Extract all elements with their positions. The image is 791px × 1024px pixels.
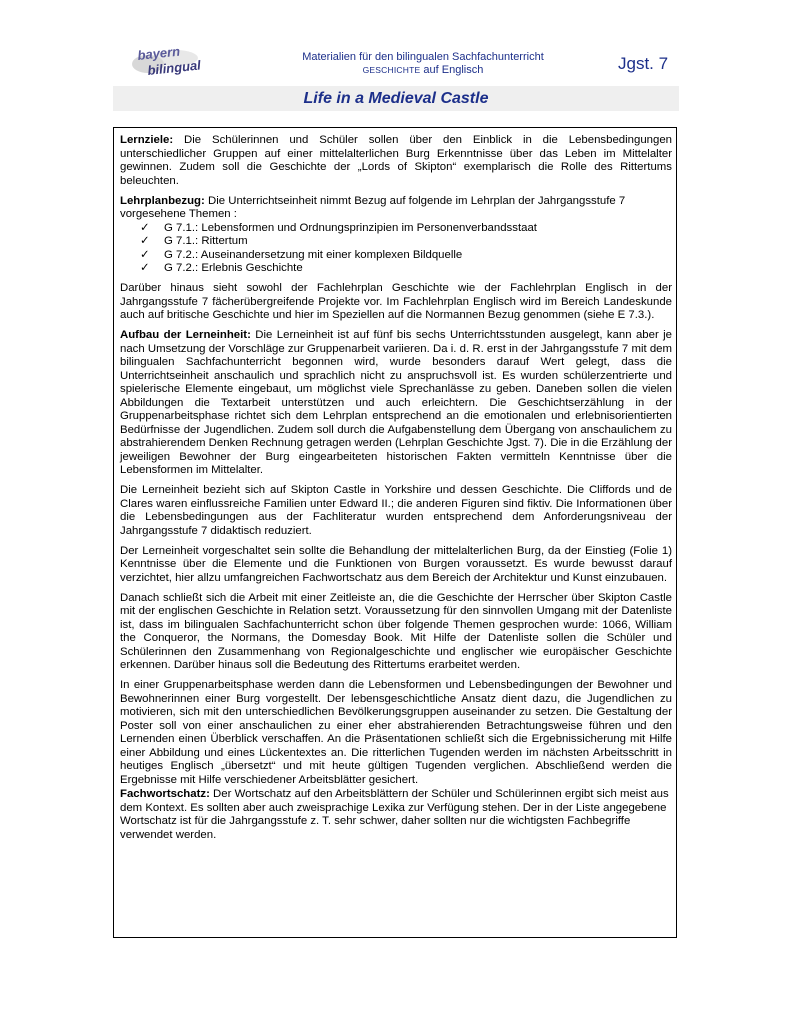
list-item: [140, 249, 672, 263]
header-subtitle-line1: Materialien für den bilingualen Sachfachunterricht: [302, 51, 544, 63]
svg-text:bayern: bayern: [136, 44, 181, 63]
logo-graphic: [128, 44, 228, 82]
list-item-text: G 7.1.: Rittertum: [164, 235, 248, 247]
label-aufbau: Aufbau der Lerneinheit:: [120, 329, 251, 341]
paragraph-gruppenarbeit: In einer Gruppenarbeitsphase werden dann die Lebensformen und Lebensbedingungen der Bewohner und Bewohnerinnen einer Burg vorgestellt. Der lebensgeschichtliche Ansatz dient dazu, die Jugendlichen zu motivieren, sich mit den unterschiedlichen Bevölkerungsgruppen auseinander zu setzen. Die Gestaltung der Poster soll von einer anschaulichen zu einer eher abstrahierenden Betrachtungsweise führen und den Lernenden einen Überblick verschaffen. An die Präsentationen schließt sich die Ergebnissicherung mit Hilfe einer Abbildung und eines Lückentextes an. Die ritterlichen Tugenden werden im nächsten Arbeitsschritt in heutiges Englisch „übersetzt“ und mit heute gültigen Tugenden verglichen. Abschließend werden die Ergebnisse mit Hilfe verschiedener Arbeitsblätter gesichert.: [120, 679, 672, 786]
paragraph-aufbau: [120, 329, 672, 478]
lehrplan-list: [120, 222, 672, 276]
paragraph-lernziele: [120, 134, 672, 188]
text-aufbau: Die Lerneinheit ist auf fünf bis sechs Unterrichtsstunden ausgelegt, kann aber je nach Umsetzung der Vorschläge zur Gruppenarbeit variieren. Da i. d. R. erst in der Jahrgangsstufe 7 mit dem bilingualen Sachfachunterricht begonnen wird, wurde besonders darauf Wert gelegt, dass die Unterrichtseinheit anschaulich und sprachlich nicht zu anspruchsvoll ist. Es wurden schülerzentrierte und spielerische Elemente eingebaut, um möglichst viele Sprechanlässe zu geben. Daneben sollen die vielen Abbildungen die Textarbeit unterstützen und auch erleichtern. Die Geschichtserzählung in der Gruppenarbeitsphase richtet sich dem Lehrplan entsprechend an die emotionalen und erlebnisorientierten Bedürfnisse der Jugendlichen. Zudem soll durch die Aufgabenstellung dem Übergang von anschaulichem zu abstrahierendem Denken Rechnung getragen werden (Lehrplan Geschichte Jgst. 7). Die in die Erzählung der jeweiligen Bewohner der Burg eingearbeiteten historischen Fakten vermitteln Kenntnisse über die Lebensformen im Mittelalter.: [120, 329, 673, 476]
paragraph-vorgeschaltet: Der Lerneinheit vorgeschaltet sein sollte die Behandlung der mittelalterlichen Burg, da der Einstieg (Folie 1) Kenntnisse über die Elemente und die Funktionen von Burgen voraussetzt. Es wurde bewusst darauf verzichtet, hier allzu umfangreichen Fachwortschatz aus dem Bereich der Architektur und Kunst einzubauen.: [120, 544, 672, 584]
header-subtitle-line2: [298, 64, 548, 77]
paragraph-fachwortschatz: [120, 788, 672, 842]
paragraph-danach: Danach schließt sich die Arbeit mit einer Zeitleiste an, die die Geschichte der Herrscher über Skipton Castle mit der englischen Geschichte in Relation setzt. Voraussetzung für den sinnvollen Umgang mit der Datenliste ist, dass im bilingualen Sachfachunterricht schon über folgende Themen gesprochen wurde: 1066, William the Conqueror, the Normans, the Domesday Book. Mit Hilfe der Datenliste sollen die Schüler und Schülerinnen den Zusammenhang von Regionalgeschichte und englischer wie europäischer Geschichte erkennen. Darüber hinaus soll die Bedeutung des Rittertums erarbeitet werden.: [120, 591, 672, 671]
text-lernziele: Die Schülerinnen und Schüler sollen über den Einblick in die Lebensbedingungen unterschiedlicher Gruppen auf einer mittelalterlichen Burg Erkenntnisse über das Leben im Mittelalter gewinnen. Zudem soll die Geschichte der „Lords of Skipton“ exemplarisch die Rolle des Rittertums beleuchten.: [120, 134, 672, 187]
checkmark-icon: ✓: [140, 235, 150, 247]
label-lernziele: Lernziele:: [120, 134, 174, 146]
bayern-bilingual-logo: [128, 44, 228, 82]
content-body: [120, 134, 672, 849]
list-item: [140, 235, 672, 249]
label-lehrplanbezug: Lehrplanbezug:: [120, 194, 205, 207]
paragraph-darueber: Darüber hinaus sieht sowohl der Fachlehrplan Geschichte wie der Fachlehrplan Englisch in der Jahrgangsstufe 7 fächerübergreifende Projekte vor. Im Fachlehrplan Englisch wird im Bereich Landeskunde auch auf britische Geschichte und hier im Speziellen auf die Normannen Bezug genommen (siehe E 7.3.).: [120, 282, 672, 321]
paragraph-skipton: Die Lerneinheit bezieht sich auf Skipton Castle in Yorkshire und dessen Geschichte. Die Cliffords und de Clares waren einflussreiche Familien unter Edward II.; die anderen Figuren sind fiktiv. Die Informationen über die Lebensbedingungen aus der Fachliteratur wurden entsprechend dem Anforderungsniveau der Jahrgangsstufe 7 didaktisch reduziert.: [120, 484, 672, 537]
header-subtitle: [298, 51, 548, 77]
list-item-text: G 7.2.: Auseinandersetzung mit einer komplexen Bildquelle: [164, 248, 463, 261]
list-item: [140, 222, 672, 236]
list-item: [140, 262, 672, 276]
checkmark-icon: ✓: [140, 248, 150, 261]
text-lehrplanbezug: Die Unterrichtseinheit nimmt Bezug auf folgende im Lehrplan der Jahrgangsstufe 7 vorgesehene Themen :: [120, 194, 626, 220]
svg-text:bilingual: bilingual: [146, 57, 202, 78]
text-fachwortschatz: Der Wortschatz auf den Arbeitsblättern der Schüler und Schülerinnen ergibt sich meist aus dem Kontext. Es sollten aber auch zweisprachige Lexika zur Verfügung stehen. Der in der Liste angegebene Wortschatz ist für die Jahrgangsstufe z. T. sehr schwer, daher sollten nur die wichtigsten Fachbegriffe verwendet werden.: [120, 788, 669, 841]
page-title: Life in a Medieval Castle: [303, 90, 489, 107]
checkmark-icon: ✓: [140, 221, 150, 234]
list-item-text: G 7.1.: Lebensformen und Ordnungsprinzipien im Personenverbandsstaat: [164, 221, 537, 234]
checkmark-icon: ✓: [140, 262, 150, 274]
paragraph-lehrplanbezug: [120, 195, 672, 222]
list-item-text: G 7.2.: Erlebnis Geschichte: [164, 262, 303, 274]
subject-name: GESCHICHTE: [362, 65, 421, 75]
grade-label: Jgst. 7: [618, 54, 669, 73]
subject-language: auf Englisch: [423, 64, 484, 76]
label-fachwortschatz: Fachwortschatz:: [120, 788, 210, 800]
